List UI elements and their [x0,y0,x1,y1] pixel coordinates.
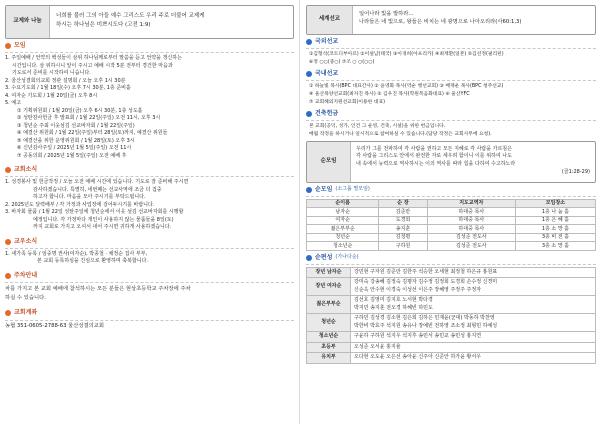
fellowship-line: 너희를 불러 그의 아들 예수 그리스도 우리 주로 더불어 교제케 [56,13,205,19]
roles-title: 순편성 (가나다순) [306,254,596,262]
fellowship-line: 하시는 하나님은 미쁘시도다 (고전 1:9) [56,21,151,28]
list-item: 5. 예고 ① 기획위원회 / 1월 20일(금) 오후 6시 30분, 1층 성도홀 ② 성탄감사헌금 후 발표회 / 1월 22일(주일) 오전 11시, 오후 3시 ③ 청년순 주최 이웃섬김 선교바자회 / 1월 22일(주일) ④ 예결산 위원회 / 1월 22일(주일)부터 28일(토)까지, 예결산 위원들 ⑤ 예결산을 위한 운영위원회 / 1월 28일(토) 오후 3시 ⑥ 신년감사주일 / 2025년 1월 5일(주일) 오전 11시 ⑦ 공동의회 / 2025년 1월 5일(주일) 오전 예배 후 [5,100,294,160]
list-item: 2. 울산성결회의교회 정관 설명회 / 오늘 오후 1시 30분 [5,77,126,84]
table-row: 젊은부부순 김선호 김영미 김지호 노서현 박다경 박지민 송지훈 전오경 하혜빈 하민도 [307,296,596,314]
column-divider [299,0,300,424]
table-header: 지도교역자 [427,199,515,208]
bullet-icon [5,167,11,173]
fellowship-verse [50,6,293,38]
divider [5,320,294,321]
sub-item: ② 성탄감사헌금 후 발표회 / 1월 22일(주일) 오전 11시, 오후 3시 [17,115,161,122]
sub-item: ⑦ 공동의회 / 2025년 1월 5일(주일) 오전 예배 후 [17,152,127,159]
divider [306,264,596,265]
zones-title: 순모임 (소그룹 별모임) [306,186,596,194]
divider [5,248,294,249]
divider [5,176,294,177]
table-row: 여자순 도경희 하대중 목사 1층 은 혜 홀 [307,216,596,225]
bullet-icon [306,71,312,77]
fellowship-tag: 교제와 나눔 [6,6,50,38]
table-row: 유치부 오다현 오도윤 오은선 송아윤 신주아 신준안 하가윤 황서우 [307,353,596,364]
table-header: 순 장 [379,199,427,208]
verse-reference: (골1:28-29) [561,168,590,175]
fellowship-box [5,5,294,39]
members-list [5,251,294,266]
sub-item: ⑤ 예결산을 위한 운영위원회 / 1월 28일(토) 오후 3시 [17,137,135,144]
members-title: 교우소식 [5,238,294,246]
mission-box [306,5,596,35]
mission-verse: 일어나라 빛을 발하라... 나라들은 네 빛으로, 왕들은 비치는 네 광명으로 나아오리라(사60:1,3) [359,11,522,26]
bullet-icon [306,255,312,261]
bullet-icon [306,39,312,45]
divider [306,196,596,197]
list-item: ①김형석(코트디부아르) ②이설남(태국) ③이경희(아프리카) ④최재환(일본) ⑤김선정(필리핀) [309,52,504,58]
bullet-icon [5,310,11,316]
verse-tag: 순모임 [307,142,351,182]
list-item: 매월 작정을 하시거나 일시적으로 참여하실 수 있습니다.(담당 작정은 교회사무에 요청). [309,131,492,137]
list-item: ⑦ 교회해외지원선교회(이용한 대표) [309,99,385,105]
list-item: 1. 새가족 등록 / 임중명 권사(여자순), 박종철 · 채정순 집사 부부, 본 교회 등록하심을 진심으로 환영하며 축복합니다. [5,250,148,265]
bullet-icon [5,273,11,279]
roles-table [306,267,596,364]
building-list [306,123,596,139]
church-news-title: 교회소식 [5,166,294,174]
divider [306,120,596,121]
table-header: 순이름 [307,199,379,208]
mission-tag: 세계선교 [307,6,353,34]
list-item: 1. 주일예배 / 언약의 백성들이 삼위 하나님께로부터 말씀을 듣고 언약을 갱신하는 시간입니다. 삼 위하시니 앞이 주시고 예배 시작 5분 전부터 경건한 마음과 기도로서 준비를 시작하여 니습니다. [5,55,182,77]
table-row: 남자순 김준만 하대중 목사 1층 나 눔 홀 [307,208,596,217]
list-item: ① 하늘빛 목사(BPC 대표간사) ② 윤영화 목사(역순 행선교회) ③ 배재운 목사(BPC 청주선교) [309,84,504,89]
list-item: ④ 울산목양선교회(최자진 목사) ⑤ 김우진 목사(학원복음화대표) ⑥ 울산YFC [309,91,470,97]
table-row: 청소년순 구하원 김성준 전도사 3층 소 망 홀 [307,242,596,251]
divider [5,282,294,283]
table-header: 모임장소 [515,199,595,208]
bullet-icon [306,187,312,193]
table-row: 장년 여자순 강미숙 강송혜 김정숙 김평자 김수정 김정희 도경희 손수정 신경미 신순옥 안수현 이경숙 이성선 이은주 장혜영 주정주 주정자 [307,278,596,296]
list-item: 2. 2025년도 달력배부 / 각 가정과 사업장에 걸어두시기를 바랍니다. [5,201,155,208]
notices-title: 모임 [5,42,294,50]
table-row: 청년순 김청평 김성준 전도사 3층 비 전 홀 [307,233,596,242]
list-item: 4. 여자순 기도회 / 1월 20일(금) 오후 8시 [5,92,98,99]
divider [306,48,596,49]
divider [306,80,596,81]
zones-table [306,199,596,251]
sub-item: ⑥ 신년감사주일 / 2025년 1월 5일(주일) 오전 11시 [17,145,132,152]
account-title: 교회계좌 [5,309,294,317]
divider [5,52,294,53]
building-title: 건축헌금 [306,110,596,118]
small-group-verse-box [306,141,596,183]
domestic-title: 국내선교 [306,70,596,78]
right-column [302,0,600,424]
list-item: 3. 수요기도회 / 1월 18일(수) 오후 7시 30분, 1층 준비홀 [5,85,131,92]
sub-item: ① 기획위원회 / 1월 20일(금) 오후 6시 30분, 1층 성도홀 [17,107,143,114]
table-row: 청년순 구하민 김성경 김소현 김은희 김하은 민재윤(군대) 박동하 박찬영 박한비 박효주 석지원 송유나 장예빈 전하영 조소정 최형민 하예성 [307,314,596,332]
table-row: 장년 남자순 강민현 구자원 김준만 김한주 석승한 오세현 최정철 하은규 홍원표 [307,267,596,278]
bullet-icon [5,239,11,245]
parking-text: 차를 가지고 본 교회 예배에 참석하시는 모든 분들은 현상초등학교 주차장에 주차 하실 수 있습니다. [5,285,191,302]
table-row: 젊은부부순 송지훈 하대중 목사 1층 소 망 홀 [307,225,596,234]
list-item: ⑥정 ○○(중○) ⑦조 ○ ○(○○) [309,60,375,65]
church-news-list [5,179,294,232]
overseas-title: 국외선교 [306,38,596,46]
verse-text: 우리가 그를 전파하여 각 사람을 권하고 모든 지혜로 각 사람을 가르침은 각 사람을 그리스도 안에서 완전한 자로 세우려 함이니 이를 위하여 나도 내 속에서 능력으로 역사하시는 이의 역사를 따라 힘을 다하여 수고하노라 (골1:28-29) [356,145,590,175]
notices-list [5,55,294,160]
sub-item: ③ 청년순 주최 이웃섬김 선교바자회 / 1월 22일(주일) [17,122,135,129]
list-item: 본 교회(공덕, 성가, 인건 그 운영, 건축, 시설)을 위한 헌금입니다. [309,123,446,129]
account-text: 농협 351-0605-2788-63 울산성결의교회 [5,322,104,329]
table-row: 청소년순 구윤하 구하원 석지우 석지후 송민서 송민교 송민성 홍지연 [307,332,596,343]
sub-item: ④ 예결산 위원회 / 1월 22일(주일)부터 28일(토)까지, 예결산 위원들 [17,130,168,137]
left-column [0,0,298,424]
bullet-icon [5,43,11,49]
parking-title: 주차안내 [5,272,294,280]
list-item: 3. 바자회 물품 / 1월 22일 성탄주일에 청년순에서 이웃 섬김 선교바자회를 시행할 예정입니다. 각 가정마다 개인이 사용하지 않는 물품들을 8일(토) 까지 교회로 가지고 오셔서 내어 주시면 귀하게 사용하겠습니다. [5,209,184,231]
table-row: 초등부 오성준 오서윤 홍지율 [307,342,596,353]
list-item: 1. 성경봉사 및 헌금작정 / 오늘 오전 예배 시간에 있습니다. 기도로 잘 준비해 주시면 감사하겠습니다. 특별히, 네번째는 선교사역에 조금 더 집중 하고자 합니다. 마음을 모아 주시기를 부탁드립니다. [5,179,189,201]
domestic-list [306,83,596,107]
overseas-list [306,51,596,67]
bullet-icon [306,111,312,117]
